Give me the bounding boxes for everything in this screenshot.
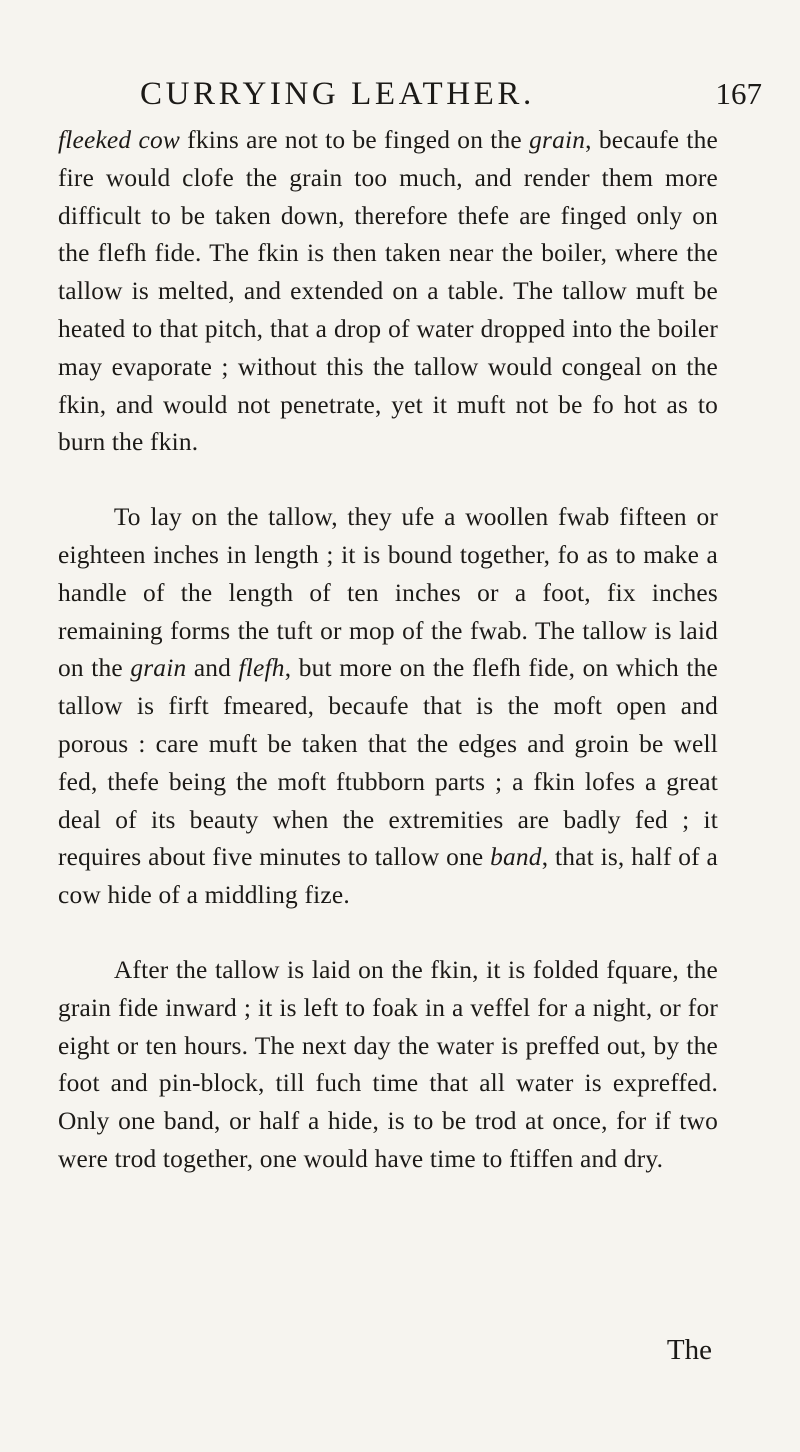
text-segment: , but more on the flefh fide, on which the tallow is firft fmeared, becaufe that is the moft open and porous : care muft be taken that the edges and groin be well fed, thefe being the moft ftubborn parts ; a fkin lofes a great deal of its beauty when the extremities are badly fed ; it requires about five minutes to tallow one — [58, 654, 718, 872]
page-number: 167 — [715, 76, 762, 111]
text-segment: To lay on the tallow, they ufe a woollen fwab fifteen or eighteen inches in length ; it is bound together, fo as to make a handle of the length of ten inches or a foot, fix inches remaining forms the tuft or mop of the fwab. The tallow is laid on the — [58, 503, 718, 683]
text-segment: After the tallow is laid on the fkin, it is folded fquare, the grain fide inward ; it is left to foak in a veffel for a night, or for eight or ten hours. The next day the water is preffed out, by the foot and pin-block, till fuch time that all water is expreffed. Only one band, or half a hide, is to be trod at once, for if two were trod together, one would have time to ftiffen and dry. — [58, 955, 718, 1173]
italic-term: flefh — [238, 654, 285, 683]
text-segment: , becaufe the fire would clofe the grain too much, and render them more difficult to be taken down, therefore thefe are finged only on the flefh fide. The fkin is then taken near the boiler, where the tallow is melted, and extended on a table. The tallow muft be heated to that pitch, that a drop of water dropped into the boiler may evaporate ; without this the tallow would congeal on the fkin, and would not penetrate, yet it muft not be fo hot as to burn the fkin. — [58, 126, 718, 457]
italic-term: fleeked cow — [58, 126, 180, 154]
running-head — [140, 76, 762, 120]
paragraph-2 — [58, 499, 718, 915]
italic-term: grain — [130, 654, 187, 683]
running-title: CURRYING LEATHER. — [140, 76, 535, 112]
text-segment: , that is, half of a cow hide of a middling fize. — [58, 843, 718, 910]
italic-term: band — [490, 843, 542, 872]
text-segment: and — [186, 654, 239, 683]
text-segment: fkins are not to be finged on the — [179, 126, 530, 154]
paragraph-3 — [58, 952, 718, 1179]
paragraph-1 — [58, 122, 718, 462]
catchword: The — [666, 1334, 712, 1366]
body-text — [58, 122, 718, 1179]
italic-term: grain — [529, 126, 586, 154]
